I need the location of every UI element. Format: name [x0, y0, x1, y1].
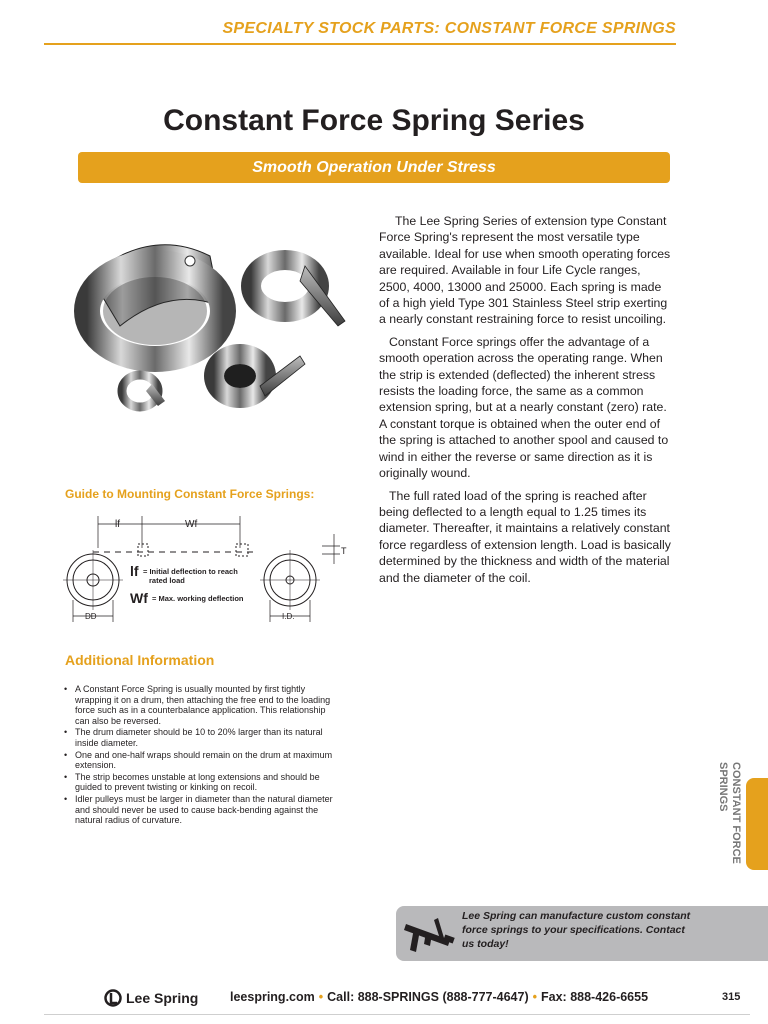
callout-text: Lee Spring can manufacture custom constant force springs to your specifications. Contact us today!	[462, 910, 691, 950]
subtitle-banner: Smooth Operation Under Stress	[78, 152, 670, 183]
footer-contact	[230, 990, 648, 1004]
lf-legend-line1: = Initial deflection to reach	[143, 567, 238, 576]
phone-number: Call: 888-SPRINGS (888-777-4647)	[327, 990, 529, 1004]
side-tab-label	[706, 762, 742, 872]
lee-spring-logo-icon	[104, 989, 122, 1007]
body-paragraph-2: Constant Force springs offer the advantage of a smooth operation across the operating range. When the strip is extended (deflected) the inherent stress resists the loading force, the same as a common extension spring, but at a nearly constant (zero) rate. A constant torque is obtained when the outer end of the spring is attached to another spool and caused to wind in either the reverse or same direction as it is originally wound.	[379, 334, 669, 481]
additional-info-list	[62, 684, 338, 827]
t-label: T	[341, 546, 347, 556]
section-header: SPECIALTY STOCK PARTS: CONSTANT FORCE SPRINGS	[222, 20, 676, 37]
additional-info-heading: Additional Information	[65, 652, 215, 668]
lf-legend-symbol: lf	[130, 563, 139, 579]
list-item: • One and one-half wraps should remain on the drum at maximum extension.	[62, 750, 338, 771]
lee-spring-logo	[104, 988, 198, 1008]
website-link[interactable]: leespring.com	[230, 990, 315, 1004]
id-label: I.D.	[282, 612, 295, 621]
page-title: Constant Force Spring Series	[163, 104, 585, 137]
side-tab	[746, 778, 768, 870]
body-paragraph-1: The Lee Spring Series of extension type Constant Force Spring's represent the most versatile type available. Ideal for use when smooth operating forces are required. Available in four Life Cycle ranges, 2500, 4000, 13000 and 25000. Each spring is made of a high yield Type 301 Stainless Steel strip exerting a nearly constant restraining force to resist uncoiling.	[379, 214, 671, 327]
lf-legend-line2: rated load	[149, 576, 185, 585]
large-spring-illustration	[87, 245, 223, 359]
body-text	[379, 213, 671, 592]
mounting-guide-heading: Guide to Mounting Constant Force Springs:	[65, 487, 315, 501]
caliper-icon	[400, 910, 460, 958]
springs-photo	[60, 216, 360, 466]
mid-spring-illustration	[214, 354, 305, 398]
side-tab-line2: SPRINGS	[717, 762, 729, 812]
wf-legend-symbol: Wf	[130, 590, 148, 606]
header-rule	[44, 43, 676, 45]
dd-label: DD	[85, 612, 97, 621]
page-number: 315	[722, 991, 741, 1003]
wf-legend-desc: = Max. working deflection	[152, 594, 244, 603]
wf-label: Wf	[185, 519, 198, 530]
list-item: • The strip becomes unstable at long extensions and should be guided to prevent twisting or kinking on recoil.	[62, 772, 338, 793]
lf-label: lf	[115, 519, 120, 530]
mounting-diagram	[60, 508, 360, 628]
side-tab-line1: CONSTANT FORCE	[730, 762, 742, 864]
medium-spring-illustration	[251, 260, 345, 326]
list-item: • A Constant Force Spring is usually mounted by first tightly wrapping it on a drum, then attaching the free end to the loading force such as in a counterbalance application. This relationship can also be reversed.	[62, 684, 338, 726]
list-item: • The drum diameter should be 10 to 20% larger than its natural inside diameter.	[62, 727, 338, 748]
separator-dot: •	[532, 990, 538, 1004]
logo-text: Lee Spring	[126, 990, 199, 1006]
footer-rule	[44, 1014, 750, 1015]
small-spring-illustration	[122, 375, 165, 407]
separator-dot: •	[318, 990, 324, 1004]
list-item: • Idler pulleys must be larger in diameter than the natural diameter and should never be used to cause back-bending against the natural radius of curvature.	[62, 794, 338, 826]
body-paragraph-3: The full rated load of the spring is reached after being deflected to a length equal to 1.25 times its diameter. Thereafter, it maintains a relatively constant force regardless of extension length. Load is basically determined by the thickness and width of the material and the diameter of the coil.	[379, 488, 671, 585]
fax-number: Fax: 888-426-6655	[541, 990, 649, 1004]
